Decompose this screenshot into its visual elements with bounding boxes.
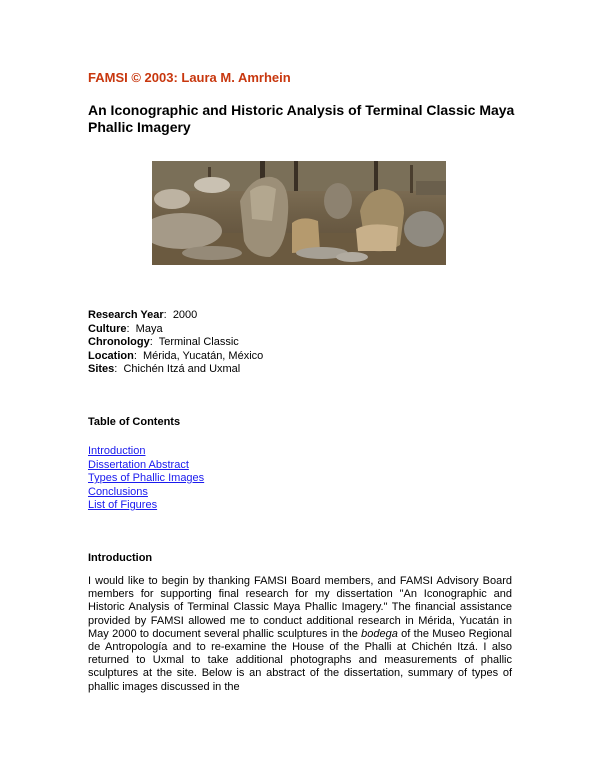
culture-row: Culture: Maya [88, 322, 163, 335]
metadata-block [88, 309, 263, 377]
toc-link-conclusions[interactable]: Conclusions [88, 485, 148, 498]
toc-link-list-of-figures[interactable]: List of Figures [88, 499, 158, 511]
sites-value: Chichén Itzá and Uxmal [123, 363, 241, 375]
introduction-paragraph [88, 575, 512, 694]
toc-link-dissertation-abstract[interactable]: Dissertation Abstract [88, 458, 189, 471]
location-row: Location: Mérida, Yucatán, México [88, 349, 264, 362]
sites-label: Sites [88, 363, 115, 375]
chronology-label: Chronology [88, 336, 150, 348]
location-label: Location [88, 349, 134, 362]
document-title: An Iconographic and Historic Analysis of Terminal Classic Maya Phallic Imagery [88, 102, 515, 135]
intro-emphasis-bodega: bodega [361, 627, 398, 640]
introduction-heading: Introduction [88, 552, 153, 564]
phallic-sculptures-photo [152, 161, 446, 265]
culture-label: Culture [88, 322, 127, 335]
research-year-row: Research Year: 2000 [88, 309, 198, 321]
culture-value: Maya [135, 322, 163, 335]
intro-text-part-2: of the Museo Regional de Antropología and to re-examine the House of the Phalli at Chichén Itzá. I also returned to Uxmal to take additional photographs and measurements of phallic sculptures at the site. Below is an abstract of the dissertation, summary of types of phallic images discussed in the [88, 627, 512, 693]
sites-row: Sites: Chichén Itzá and Uxmal [88, 363, 241, 375]
chronology-row: Chronology: Terminal Classic [88, 336, 239, 348]
header-citation: FAMSI © 2003: Laura M. Amrhein [88, 70, 291, 85]
chronology-value: Terminal Classic [158, 336, 239, 348]
location-value: Mérida, Yucatán, México [143, 349, 264, 362]
research-year-label: Research Year [88, 309, 164, 321]
table-of-contents [88, 445, 204, 513]
toc-heading: Table of Contents [88, 416, 181, 428]
research-year-value: 2000 [172, 309, 198, 321]
introduction-body [88, 575, 512, 694]
toc-link-types-of-phallic-images[interactable]: Types of Phallic Images [88, 472, 205, 484]
toc-link-introduction[interactable]: Introduction [88, 445, 146, 457]
intro-text-part-1: I would like to begin by thanking FAMSI Board members, and FAMSI Advisory Board members for supporting final research for my dissertation "An Iconographic and Historic Analysis of Terminal Classic Maya Phallic Imagery." The financial assistance provided by FAMSI allowed me to conduct additional research in Mérida, Yucatán in May 2000 to document several phallic sculptures in the [88, 575, 512, 640]
